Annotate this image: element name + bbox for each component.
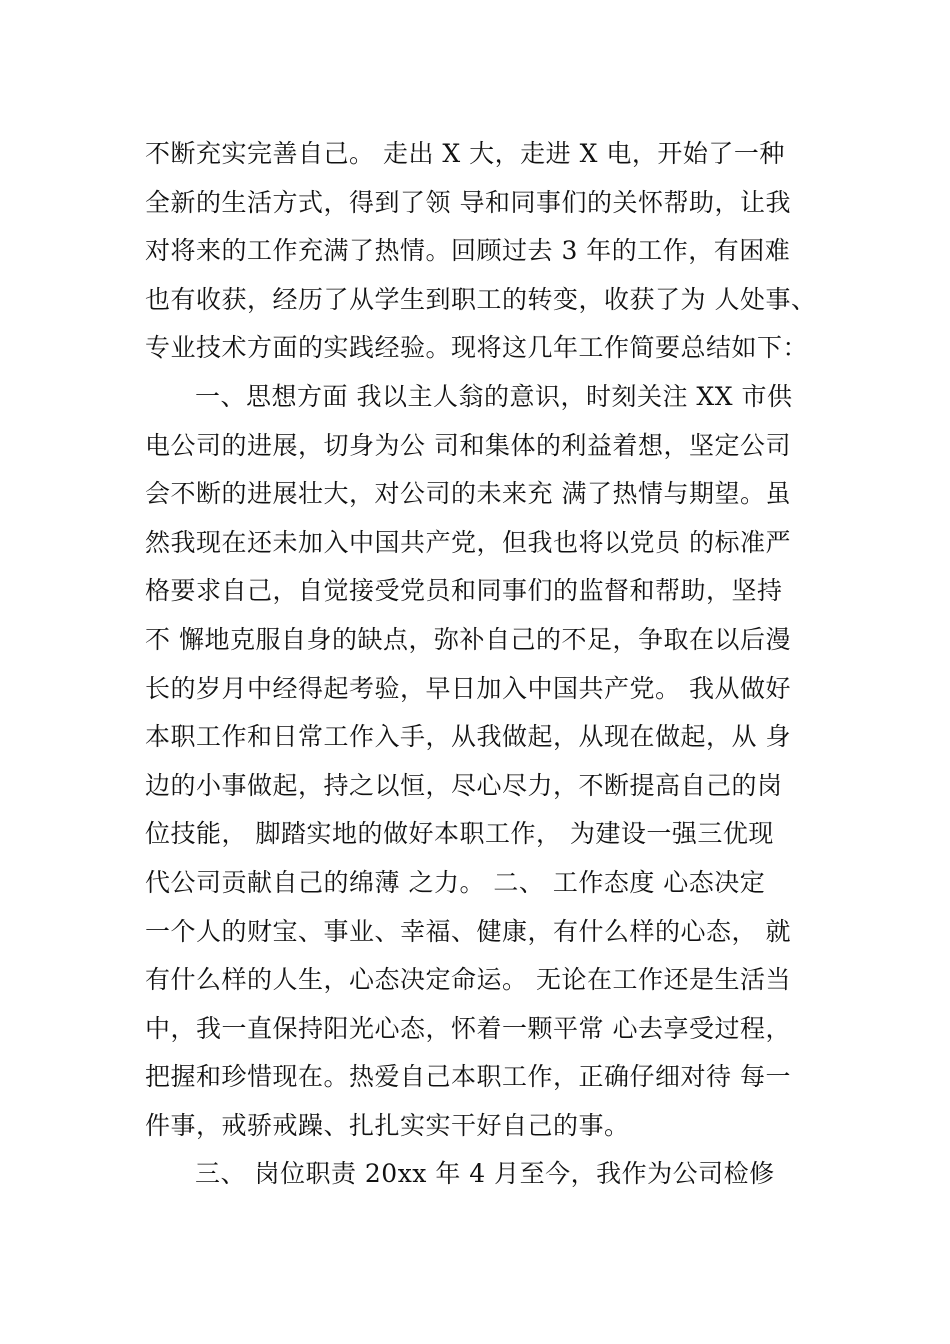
text-line: 不 懈地克服自身的缺点，弥补自己的不足，争取在以后漫 bbox=[145, 624, 791, 654]
text-line: 把握和珍惜现在。热爱自己本职工作，正确仔细对待 每一 bbox=[145, 1062, 791, 1092]
section-heading-line: 三、 岗位职责 20xx 年 4 月至今，我作为公司检修 bbox=[195, 1159, 775, 1189]
text-line: 不断充实完善自己。 走出 X 大，走进 X 电，开始了一种 bbox=[145, 139, 785, 168]
text-line: 电公司的进展，切身为公 司和集体的利益着想，坚定公司 bbox=[145, 430, 791, 460]
body-text bbox=[145, 130, 825, 1199]
text-line: 长的岁月中经得起考验，早日加入中国共产党。 我从做好 bbox=[145, 673, 791, 703]
text-line: 边的小事做起，持之以恒，尽心尽力，不断提高自己的岗 bbox=[145, 770, 783, 800]
text-line: 会不断的进展壮大，对公司的未来充 满了热情与期望。虽 bbox=[145, 479, 791, 509]
text-line: 也有收获，经历了从学生到职工的转变，收获了为 人处事、 bbox=[145, 284, 817, 314]
text-line: 全新的生活方式，得到了领 导和同事们的关怀帮助，让我 bbox=[145, 187, 791, 217]
section-heading-line: 一、思想方面 我以主人翁的意识，时刻关注 XX 市供 bbox=[195, 381, 793, 411]
text-line: 一个人的财宝、事业、幸福、健康，有什么样的心态， 就 bbox=[145, 916, 791, 946]
text-line: 代公司贡献自己的绵薄 之力。 二、 工作态度 心态决定 bbox=[145, 867, 766, 897]
text-line: 然我现在还未加入中国共产党，但我也将以党员 的标准严 bbox=[145, 527, 791, 557]
text-line: 专业技术方面的实践经验。现将这几年工作简要总结如下： bbox=[145, 333, 809, 363]
text-line: 中，我一直保持阳光心态，怀着一颗平常 心去享受过程， bbox=[145, 1013, 791, 1043]
text-line: 对将来的工作充满了热情。回顾过去 3 年的工作，有困难 bbox=[145, 236, 791, 266]
text-line: 有什么样的人生，心态决定命运。 无论在工作还是生活当 bbox=[145, 965, 791, 995]
text-line: 格要求自己，自觉接受党员和同事们的监督和帮助，坚持 bbox=[145, 576, 783, 606]
text-line: 本职工作和日常工作入手，从我做起，从现在做起，从 身 bbox=[145, 722, 791, 752]
text-line: 位技能， 脚踏实地的做好本职工作， 为建设一强三优现 bbox=[145, 819, 774, 849]
text-line: 件事，戒骄戒躁、扎扎实实干好自己的事。 bbox=[145, 1110, 630, 1140]
